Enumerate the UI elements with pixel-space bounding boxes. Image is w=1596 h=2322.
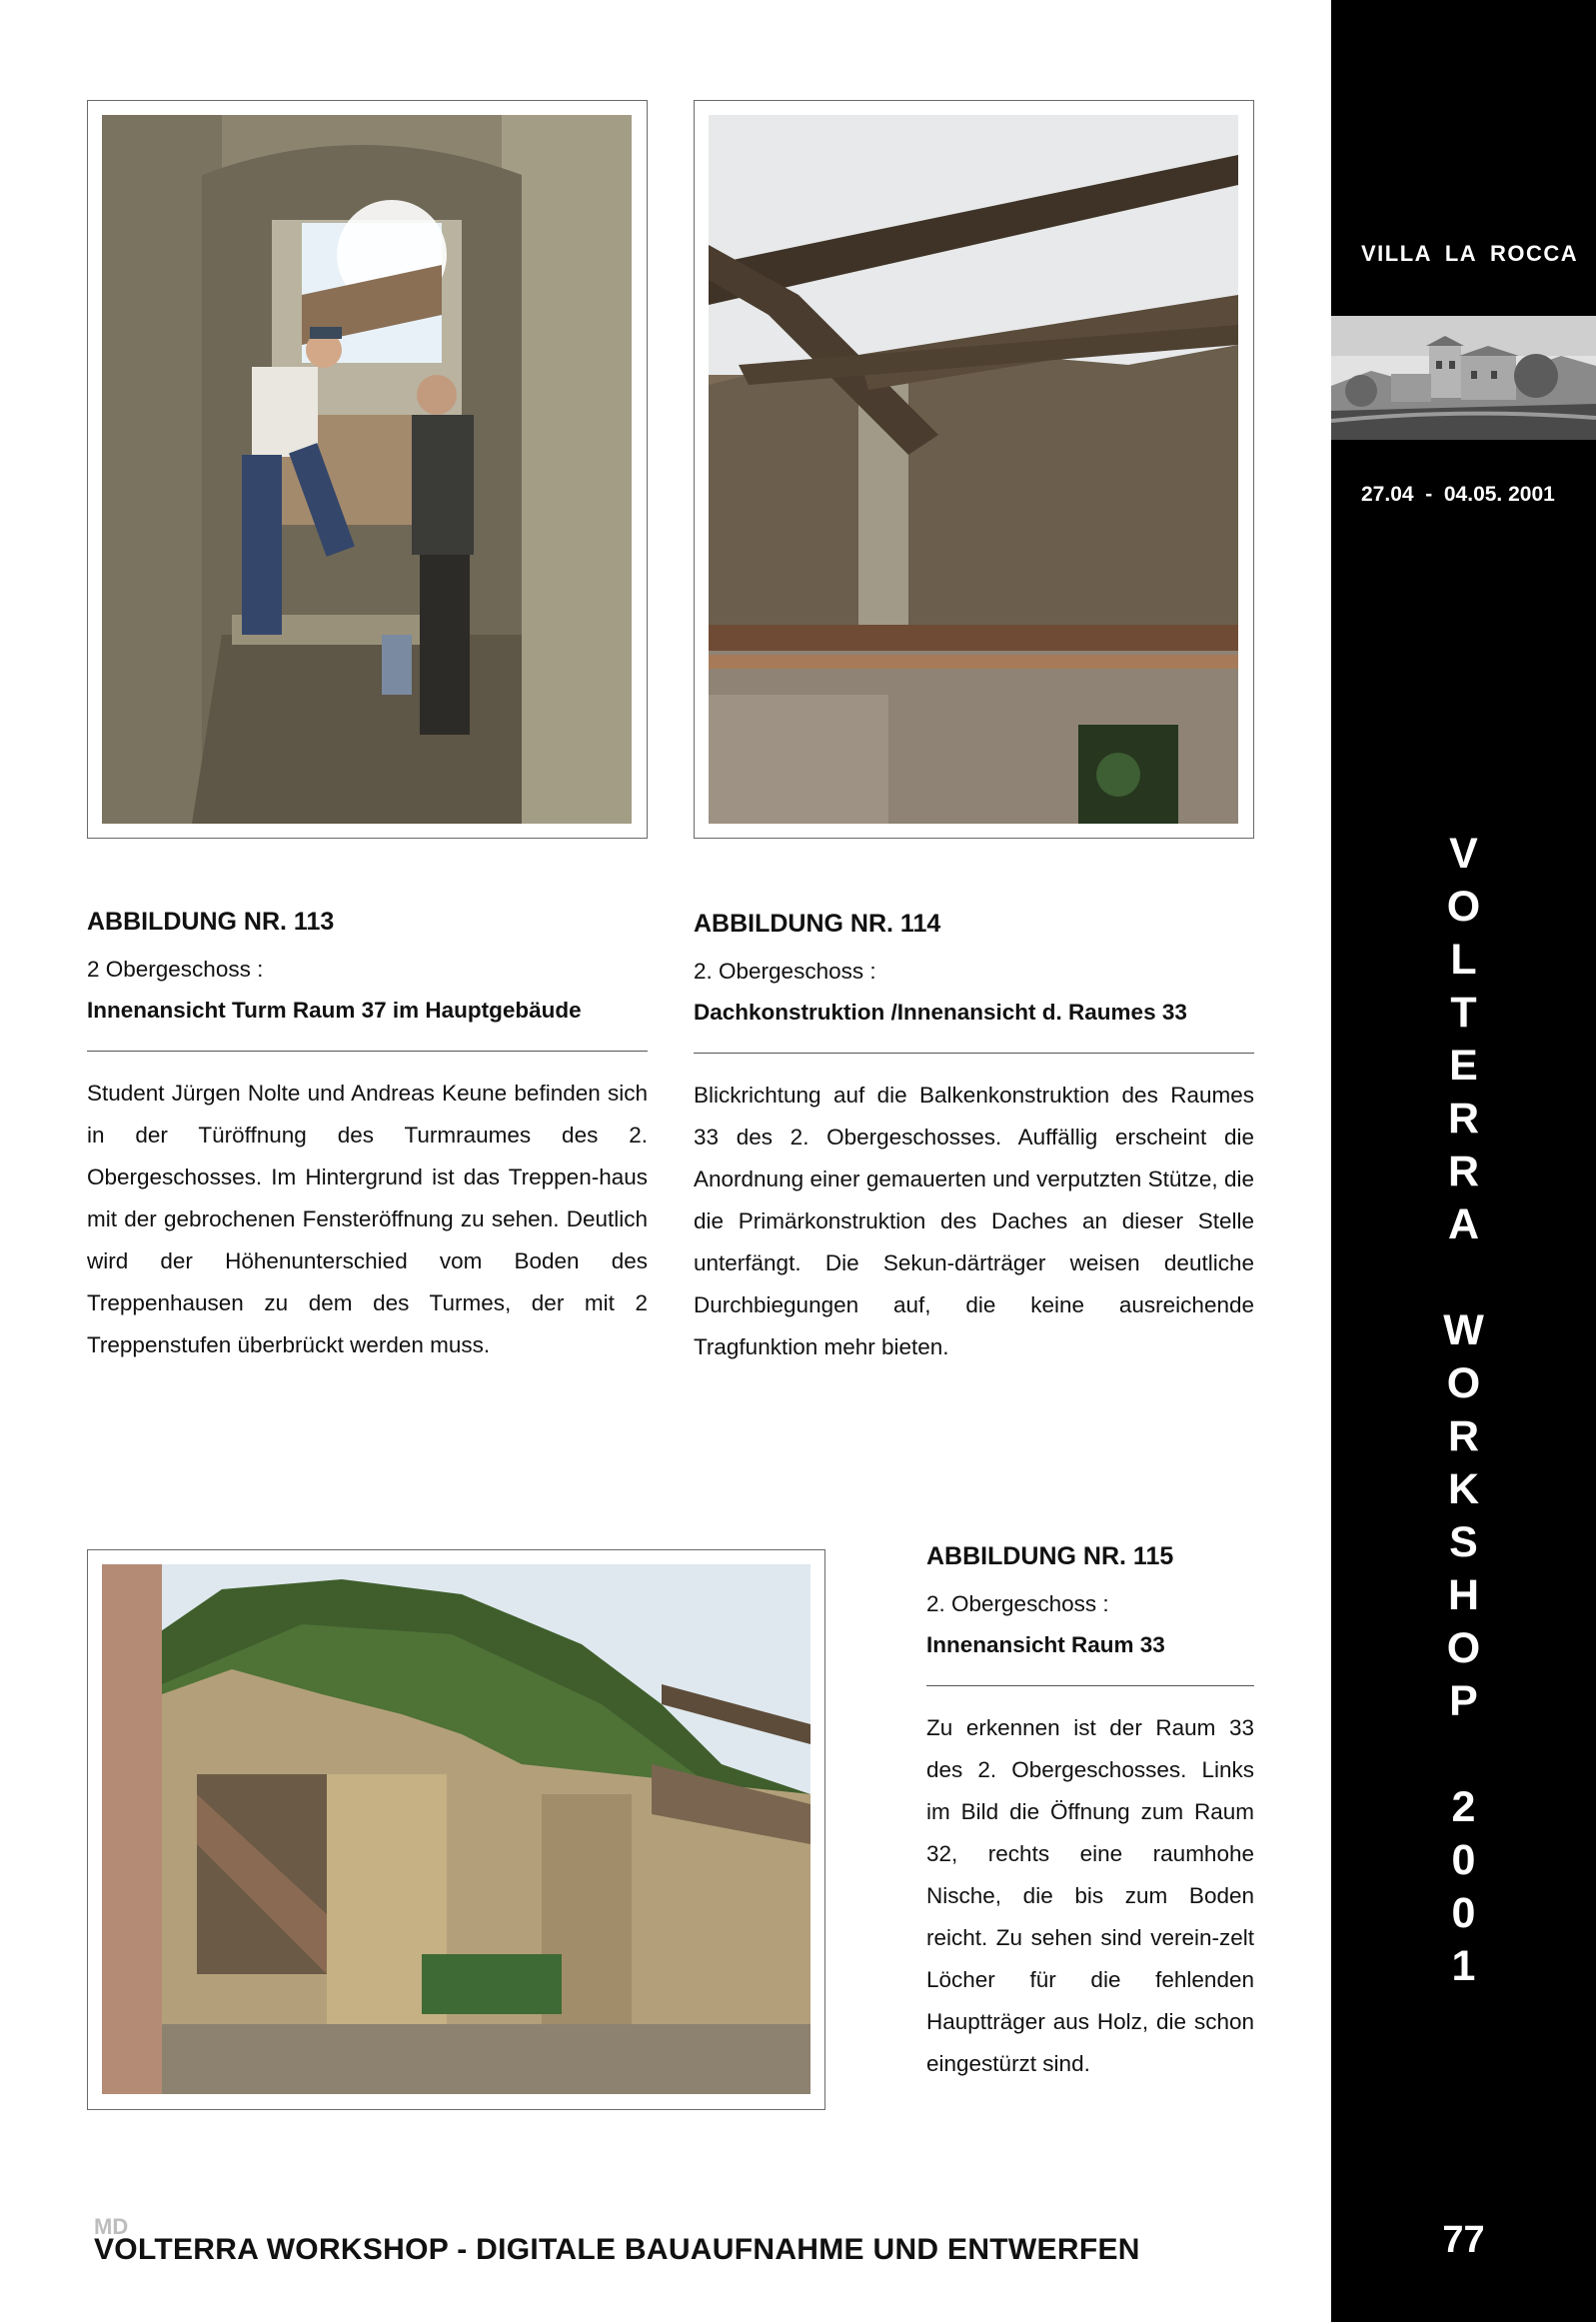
figure-subtitle: 2 Obergeschoss : bbox=[87, 957, 264, 982]
figure-description: Blickrichtung auf die Balkenkonstruktion des Raumes 33 des 2. Obergeschosses. Auffällig erscheint die Anordnung einer gemauerten und verputzten Stütze, die die Primärkonstruktion des Daches an dieser Stelle unterfängt. Die Sekun-därträger weisen deutliche Durchbiegungen auf, die keine ausreichende Tragfunktion mehr bieten. bbox=[694, 1083, 1254, 1359]
figure-location: Innenansicht Turm Raum 37 im Hauptgebäude bbox=[87, 998, 582, 1023]
page-number: 77 bbox=[1442, 2219, 1485, 2261]
vertical-title bbox=[1331, 828, 1596, 1993]
divider bbox=[87, 1051, 648, 1052]
photo-frame-114 bbox=[694, 100, 1254, 839]
figure-heading: ABBILDUNG NR. 114 bbox=[694, 910, 941, 938]
vertical-letter: A bbox=[1447, 1200, 1480, 1248]
vertical-letter: K bbox=[1447, 1465, 1480, 1513]
author-initials: MD bbox=[94, 2214, 129, 2239]
vertical-letter: 0 bbox=[1451, 1889, 1476, 1937]
sidebar bbox=[1331, 0, 1596, 2322]
figure-heading: ABBILDUNG NR. 113 bbox=[87, 908, 335, 936]
vertical-letter: R bbox=[1447, 1412, 1480, 1460]
caption-114 bbox=[694, 910, 1254, 1368]
caption-115 bbox=[926, 1542, 1254, 2085]
figure-heading: ABBILDUNG NR. 115 bbox=[926, 1542, 1174, 1570]
footer-title: VOLTERRA WORKSHOP - DIGITALE BAUAUFNAHME UND ENTWERFEN bbox=[94, 2233, 1140, 2266]
vertical-letter: 0 bbox=[1451, 1836, 1476, 1884]
villa-photo bbox=[1331, 316, 1596, 440]
divider bbox=[694, 1053, 1254, 1054]
vertical-letter: R bbox=[1447, 1148, 1480, 1195]
divider bbox=[926, 1685, 1254, 1686]
caption-113 bbox=[87, 908, 648, 1366]
vertical-letter bbox=[1331, 1251, 1596, 1304]
vertical-letter: P bbox=[1449, 1677, 1478, 1725]
vertical-letter: T bbox=[1450, 989, 1477, 1037]
photo-113 bbox=[102, 115, 632, 824]
photo-115 bbox=[102, 1564, 810, 2094]
vertical-letter: O bbox=[1446, 1624, 1481, 1672]
figure-description: Student Jürgen Nolte und Andreas Keune befinden sich in der Türöffnung des Turmraumes des 2. Obergeschosses. Im Hintergrund ist das Treppen-haus mit der gebrochenen Fensteröffnung zu sehen. Deutlich wird der Höhenunterschied vom Boden des Treppenhausen zu dem des Turmes, der mit 2 Treppenstufen überbrückt werden muss. bbox=[87, 1081, 648, 1357]
photo-114 bbox=[709, 115, 1238, 824]
workshop-dates: 27.04 - 04.05. 2001 bbox=[1361, 483, 1555, 506]
vertical-letter: S bbox=[1449, 1518, 1478, 1566]
vertical-letter: W bbox=[1443, 1306, 1484, 1354]
figure-location: Innenansicht Raum 33 bbox=[926, 1632, 1165, 1657]
figure-description: Zu erkennen ist der Raum 33 des 2. Obergeschosses. Links im Bild die Öffnung zum Raum 32, rechts eine raumhohe Nische, die bis zum Boden reicht. Zu sehen sind verein-zelt Löcher für die fehlenden Hauptträger aus Holz, die schon eingestürzt sind. bbox=[926, 1715, 1254, 2076]
vertical-letter: 2 bbox=[1451, 1783, 1476, 1831]
vertical-letter: 1 bbox=[1451, 1942, 1476, 1990]
vertical-letter: R bbox=[1447, 1095, 1480, 1143]
vertical-letter bbox=[1331, 1728, 1596, 1781]
figure-subtitle: 2. Obergeschoss : bbox=[926, 1591, 1109, 1616]
figure-location: Dachkonstruktion /Innenansicht d. Raumes 33 bbox=[694, 1000, 1187, 1025]
photo-frame-115 bbox=[87, 1549, 825, 2110]
vertical-letter: O bbox=[1446, 1359, 1481, 1407]
vertical-letter: O bbox=[1446, 883, 1481, 931]
photo-frame-113 bbox=[87, 100, 648, 839]
vertical-letter: L bbox=[1450, 936, 1477, 984]
figure-subtitle: 2. Obergeschoss : bbox=[694, 959, 876, 984]
vertical-letter: V bbox=[1449, 830, 1478, 878]
sidebar-title: VILLA LA ROCCA bbox=[1361, 241, 1579, 266]
vertical-letter: H bbox=[1447, 1571, 1480, 1619]
vertical-letter: E bbox=[1449, 1042, 1478, 1090]
